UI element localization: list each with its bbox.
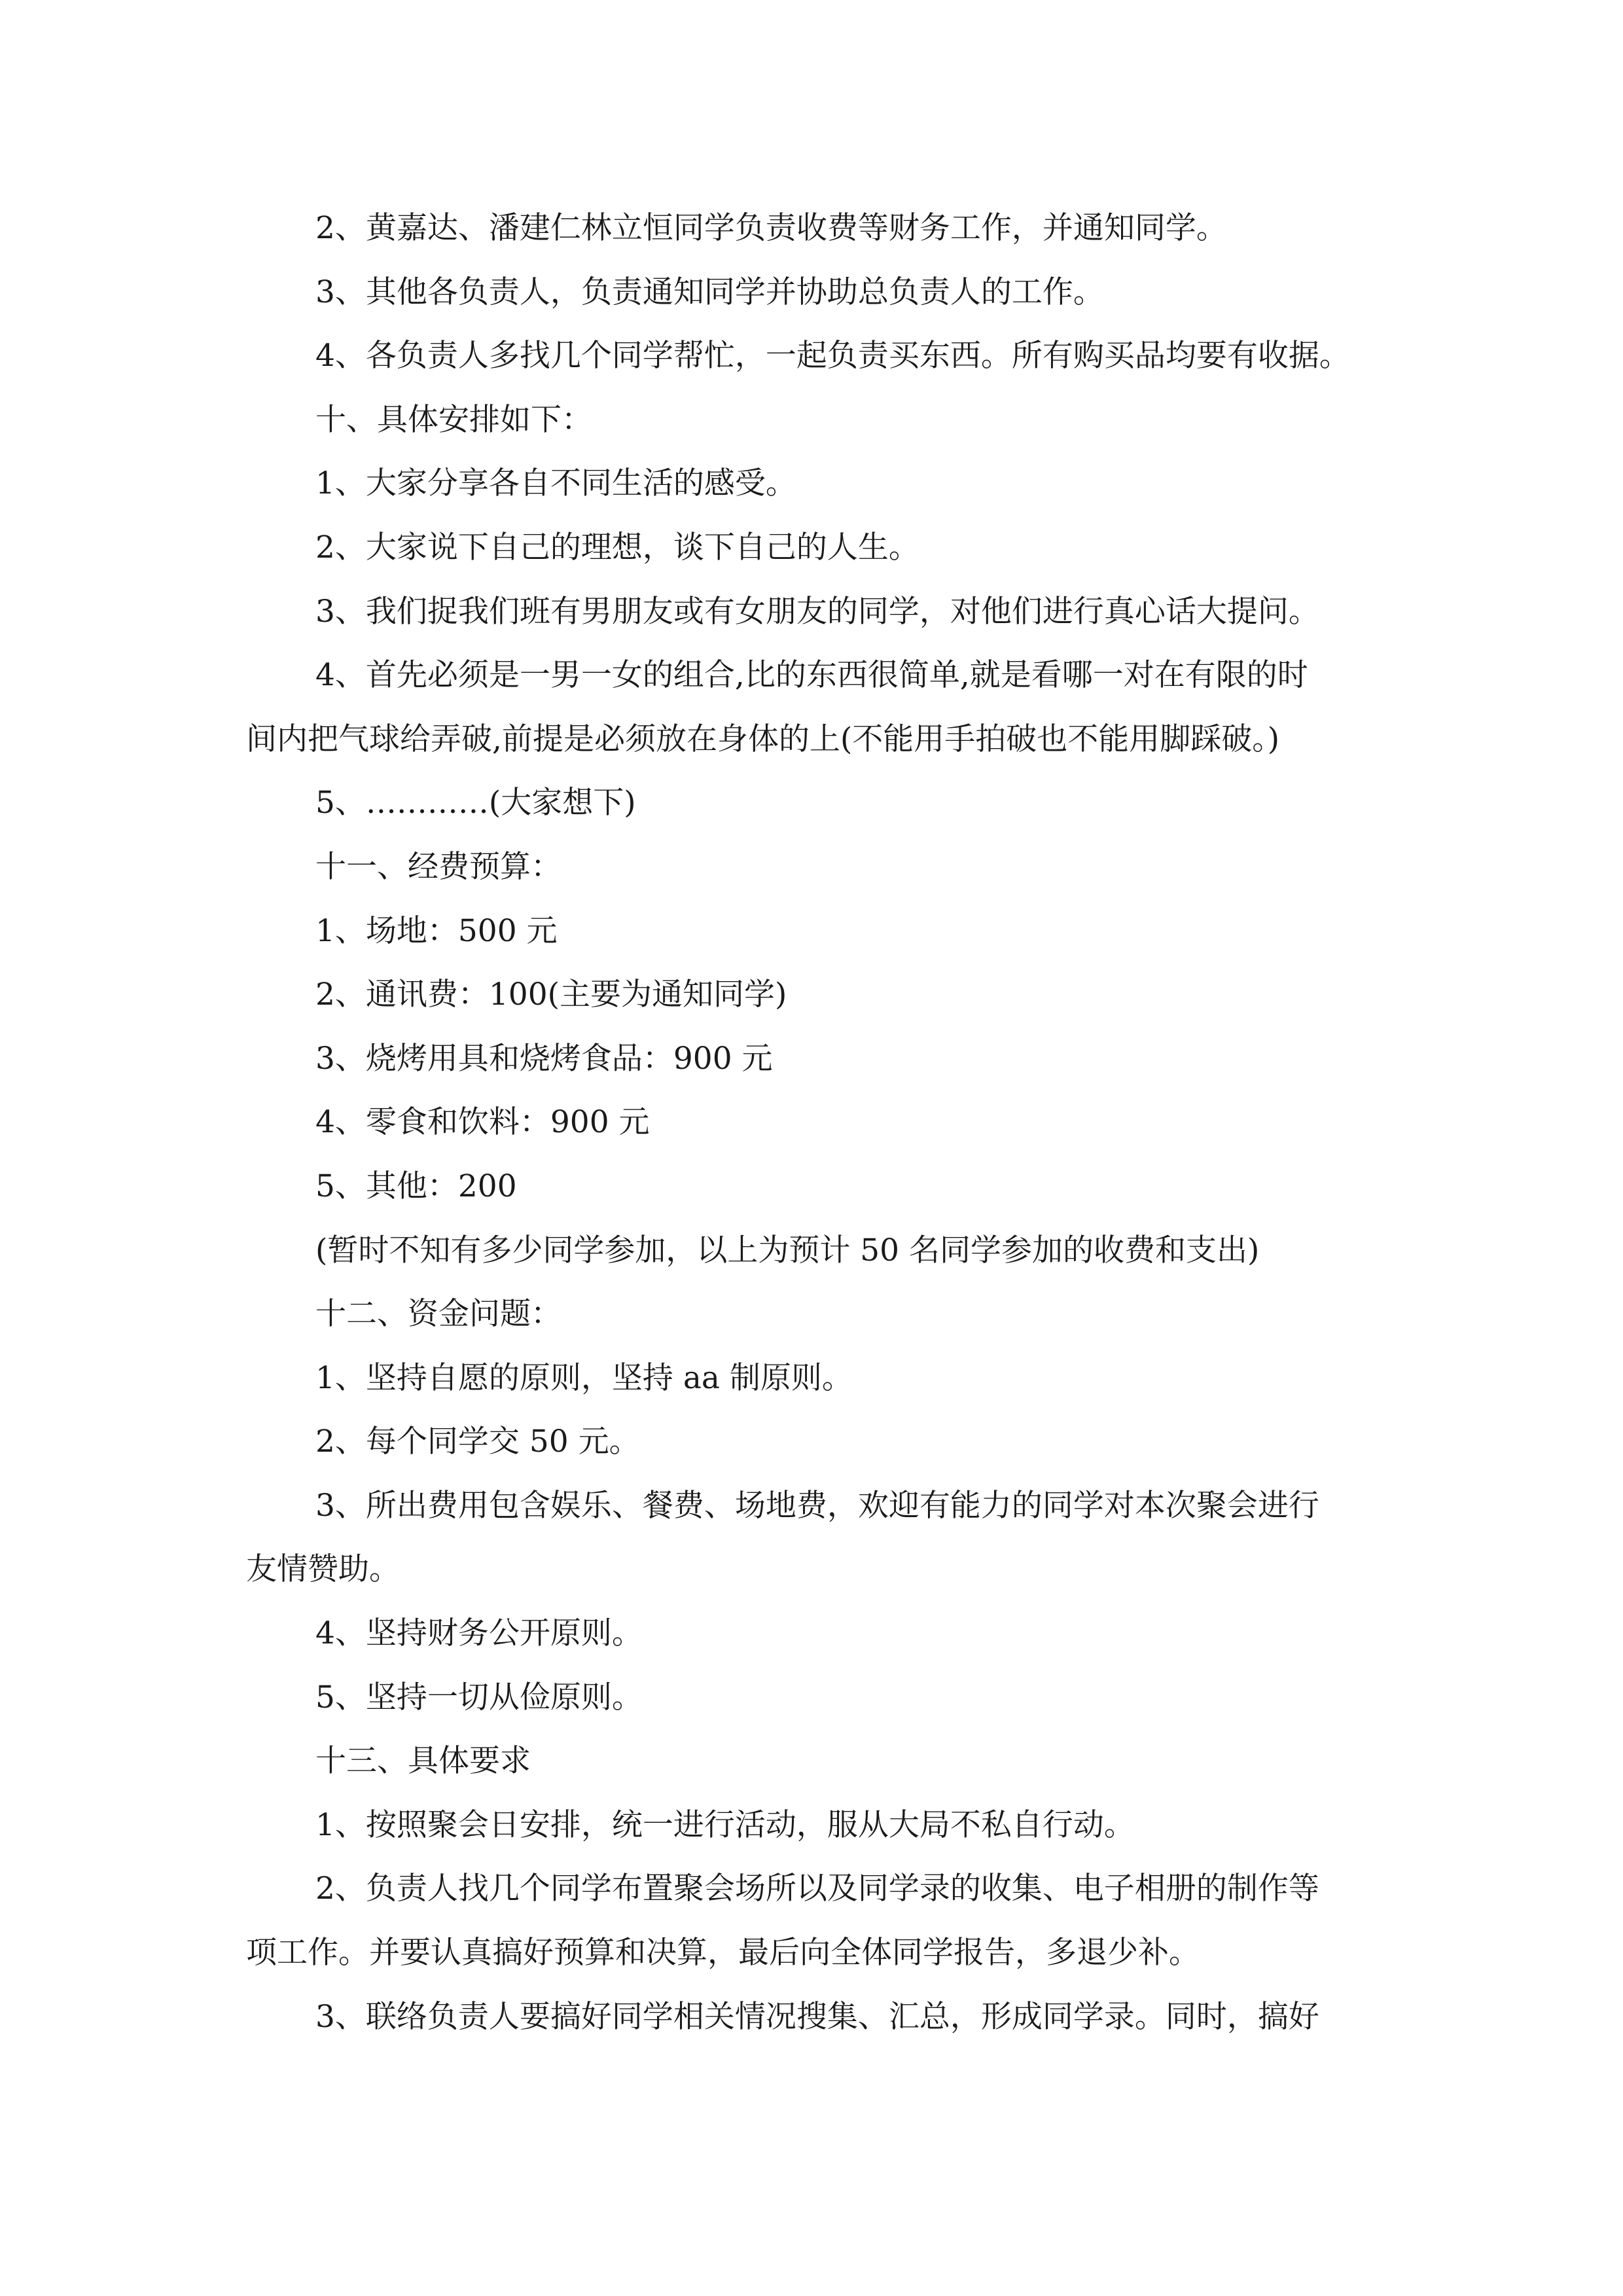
document-body xyxy=(246,196,1398,2049)
budget-item: 5、其他：200 xyxy=(315,1168,517,1204)
paragraph-line: 2、黄嘉达、潘建仁林立恒同学负责收费等财务工作，并通知同学。 xyxy=(315,210,1227,246)
paragraph-line: 3、联络负责人要搞好同学相关情况搜集、汇总，形成同学录。同时，搞好 xyxy=(315,1998,1319,2035)
section-heading: 十、具体安排如下： xyxy=(315,401,592,438)
budget-item: 3、烧烤用具和烧烤食品：900 元 xyxy=(315,1040,773,1077)
paragraph-line-continuation: 间内把气球给弄破,前提是必须放在身体的上(不能用手拍破也不能用脚踩破。) xyxy=(246,721,1280,757)
paragraph-line: 5、…………(大家想下) xyxy=(315,785,636,821)
paragraph-line: 1、大家分享各自不同生活的感受。 xyxy=(315,465,796,502)
paragraph-line: 3、其他各负责人，负责通知同学并协助总负责人的工作。 xyxy=(315,274,1104,310)
paragraph-line: 5、坚持一切从俭原则。 xyxy=(315,1679,643,1715)
paragraph-line-continuation: 项工作。并要认真搞好预算和决算，最后向全体同学报告，多退少补。 xyxy=(246,1935,1200,1971)
paragraph-line: 3、所出费用包含娱乐、餐费、场地费，欢迎有能力的同学对本次聚会进行 xyxy=(315,1487,1319,1524)
paragraph-line: 2、大家说下自己的理想，谈下自己的人生。 xyxy=(315,529,919,565)
section-heading: 十三、具体要求 xyxy=(315,1743,531,1780)
paragraph-line-continuation: 友情赞助。 xyxy=(246,1551,400,1588)
paragraph-line: 2、每个同学交 50 元。 xyxy=(315,1424,640,1460)
section-heading: 十一、经费预算： xyxy=(315,848,562,885)
section-heading: 十二、资金问题： xyxy=(315,1296,562,1333)
paragraph-line: 1、坚持自愿的原则，坚持 aa 制原则。 xyxy=(315,1359,853,1396)
budget-note: (暂时不知有多少同学参加，以上为预计 50 名同学参加的收费和支出) xyxy=(315,1232,1260,1268)
budget-item: 1、场地：500 元 xyxy=(315,912,558,949)
paragraph-line: 4、坚持财务公开原则。 xyxy=(315,1615,643,1652)
paragraph-line: 4、首先必须是一男一女的组合,比的东西很简单,就是看哪一对在有限的时 xyxy=(315,657,1308,694)
budget-item: 4、零食和饮料：900 元 xyxy=(315,1104,650,1141)
paragraph-line: 3、我们捉我们班有男朋友或有女朋友的同学，对他们进行真心话大提问。 xyxy=(315,593,1319,630)
paragraph-line: 2、负责人找几个同学布置聚会场所以及同学录的收集、电子相册的制作等 xyxy=(315,1871,1319,1907)
budget-item: 2、通讯费：100(主要为通知同学) xyxy=(315,977,787,1013)
paragraph-line: 4、各负责人多找几个同学帮忙，一起负责买东西。所有购买品均要有收据。 xyxy=(315,338,1350,374)
paragraph-line: 1、按照聚会日安排，统一进行活动，服从大局不私自行动。 xyxy=(315,1806,1135,1843)
